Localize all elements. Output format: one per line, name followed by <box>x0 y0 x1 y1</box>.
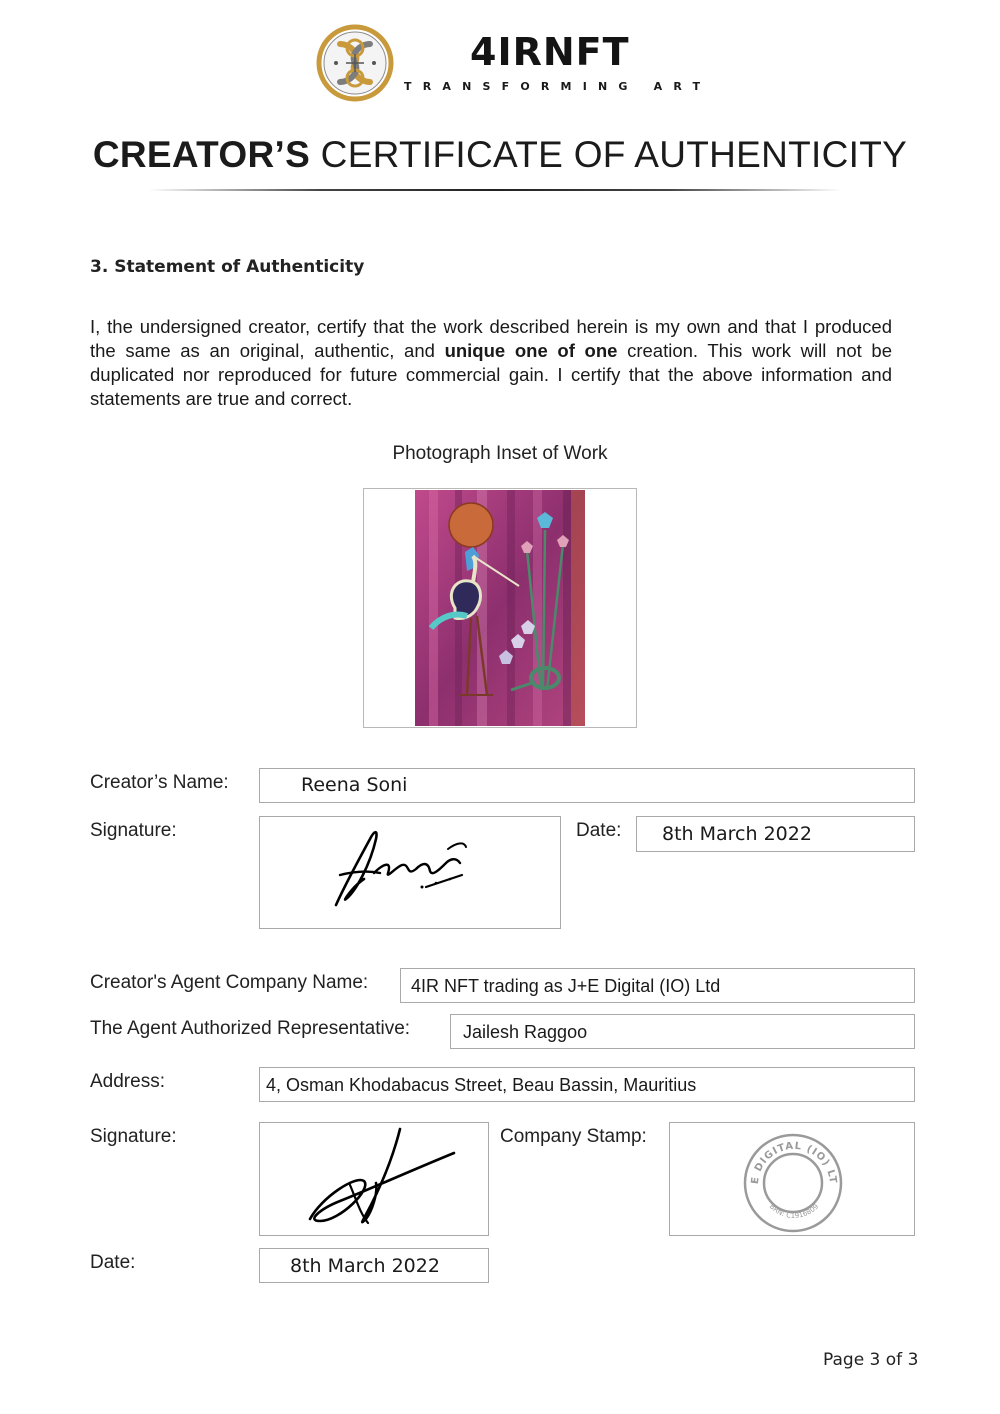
creator-signature-icon <box>260 817 562 930</box>
statement-text-1: I, the undersigned creator, certify that the work described herein is my own and that I produced the same as an original, authentic, and <box>90 316 892 361</box>
agent-representative-label: The Agent Authorized Representative: <box>90 1018 411 1039</box>
creator-signature-field <box>259 816 561 929</box>
brand-logo-icon <box>316 24 394 102</box>
agent-date-field <box>259 1248 489 1283</box>
creator-name-field <box>259 768 915 803</box>
agent-signature-label: Signature: <box>90 1126 177 1147</box>
agent-signature-icon <box>260 1123 490 1237</box>
address-value: 4, Osman Khodabacus Street, Beau Bassin, Mauritius <box>266 1075 697 1095</box>
agent-representative-field <box>450 1014 915 1049</box>
company-stamp-label: Company Stamp: <box>500 1126 647 1147</box>
agent-company-value: 4IR NFT trading as J+E Digital (IO) Ltd <box>411 976 721 996</box>
artwork-image <box>415 490 585 726</box>
brand-name: 4IRNFT <box>470 30 630 74</box>
brand-tagline: TRANSFORMING ART <box>404 80 712 93</box>
agent-company-label: Creator's Agent Company Name: <box>90 972 369 993</box>
stamp-text: E DIGITAL (IO) LT <box>749 1140 839 1185</box>
agent-date-value: 8th March 2022 <box>290 1255 440 1277</box>
inset-caption: Photograph Inset of Work <box>392 443 608 464</box>
page-number: Page 3 of 3 <box>823 1350 919 1370</box>
section-heading: 3. Statement of Authenticity <box>90 257 365 277</box>
statement-text-2: creation. This work will not be duplicated nor reproduced for future commercial gain. I certify that the above information and statements are true and correct. <box>90 340 892 409</box>
agent-date-label: Date: <box>90 1252 136 1273</box>
title-bold: CREATOR’S <box>92 134 311 175</box>
creator-name-value: Reena Soni <box>301 774 408 796</box>
address-label: Address: <box>90 1071 165 1092</box>
creator-date-value: 8th March 2022 <box>662 823 812 845</box>
title-divider <box>148 189 842 191</box>
creator-date-field <box>636 816 915 852</box>
creator-name-label: Creator’s Name: <box>90 772 229 793</box>
company-stamp-icon <box>670 1123 916 1237</box>
statement-paragraph <box>90 315 892 411</box>
page-title <box>0 134 1000 176</box>
creator-date-label: Date: <box>576 820 622 841</box>
title-rest: CERTIFICATE OF AUTHENTICITY <box>320 134 908 175</box>
agent-representative-value: Jailesh Raggoo <box>463 1022 588 1042</box>
agent-company-field <box>400 968 915 1003</box>
agent-signature-field <box>259 1122 489 1236</box>
stamp-brn: BRN: C1916809 <box>767 1202 821 1220</box>
photograph-inset <box>363 488 637 728</box>
statement-bold: unique one of one <box>444 340 618 361</box>
creator-signature-label: Signature: <box>90 820 177 841</box>
address-field <box>259 1067 915 1102</box>
company-stamp-field <box>669 1122 915 1236</box>
